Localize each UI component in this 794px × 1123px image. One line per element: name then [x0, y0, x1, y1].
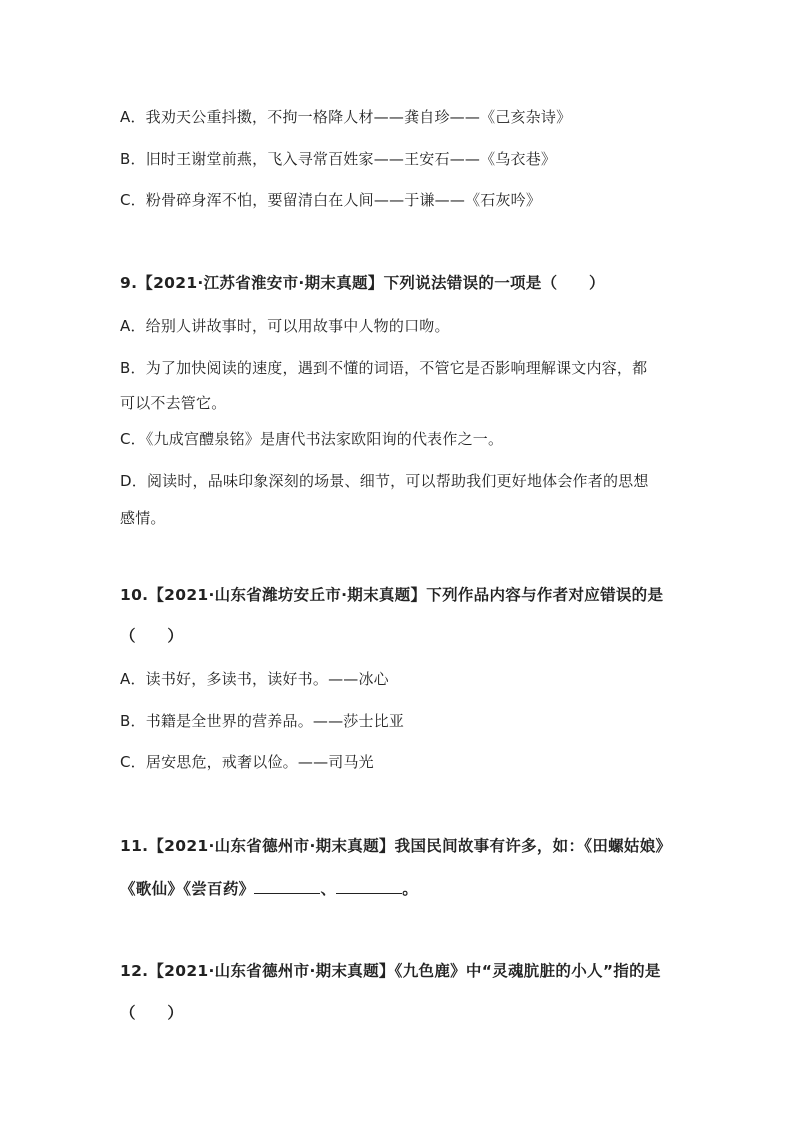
separator: 、: [320, 880, 337, 898]
question-text: 《歌仙》《尝百药》: [120, 880, 255, 898]
option-b: B．书籍是全世界的营养品。——莎士比亚: [120, 712, 405, 730]
option-c: C．粉骨碎身浑不怕，要留清白在人间——于谦——《石灰吟》: [120, 191, 542, 209]
option-b: B．旧时王谢堂前燕，飞入寻常百姓家——王安石——《乌衣巷》: [120, 150, 557, 168]
question-title: 10.【2021·山东省潍坊安丘市·期末真题】下列作品内容与作者对应错误的是: [120, 586, 664, 604]
question-title: 11.【2021·山东省德州市·期末真题】我国民间故事有许多，如：《田螺姑娘》: [120, 837, 672, 855]
answer-parentheses: （ ）: [120, 627, 184, 645]
answer-blank-2[interactable]: [336, 877, 402, 894]
option-a: A．我劝天公重抖擞，不拘一格降人材——龚自珍——《己亥杂诗》: [120, 108, 572, 126]
question-title: 9.【2021·江苏省淮安市·期末真题】下列说法错误的一项是（ ）: [120, 274, 605, 292]
option-a: A．给别人讲故事时，可以用故事中人物的口吻。: [120, 317, 450, 335]
option-b-line1: B．为了加快阅读的速度，遇到不懂的词语，不管它是否影响理解课文内容，都: [120, 359, 648, 377]
answer-blank-1[interactable]: [254, 877, 320, 894]
option-a: A．读书好，多读书，读好书。——冰心: [120, 670, 389, 688]
option-c: C．居安思危，戒奢以俭。——司马光: [120, 753, 374, 771]
question-title: 12.【2021·山东省德州市·期末真题】《九色鹿》中“灵魂肮脏的小人”指的是: [120, 962, 661, 980]
option-b-line2: 可以不去管它。: [120, 394, 227, 412]
period: 。: [402, 880, 419, 898]
question-line2: [120, 877, 418, 900]
option-d-line1: D．阅读时，品味印象深刻的场景、细节，可以帮助我们更好地体会作者的思想: [120, 472, 649, 490]
option-d-line2: 感情。: [120, 509, 166, 527]
answer-parentheses: （ ）: [120, 1004, 184, 1022]
option-c: C．《九成宫醴泉铭》是唐代书法家欧阳询的代表作之一。: [120, 430, 504, 448]
